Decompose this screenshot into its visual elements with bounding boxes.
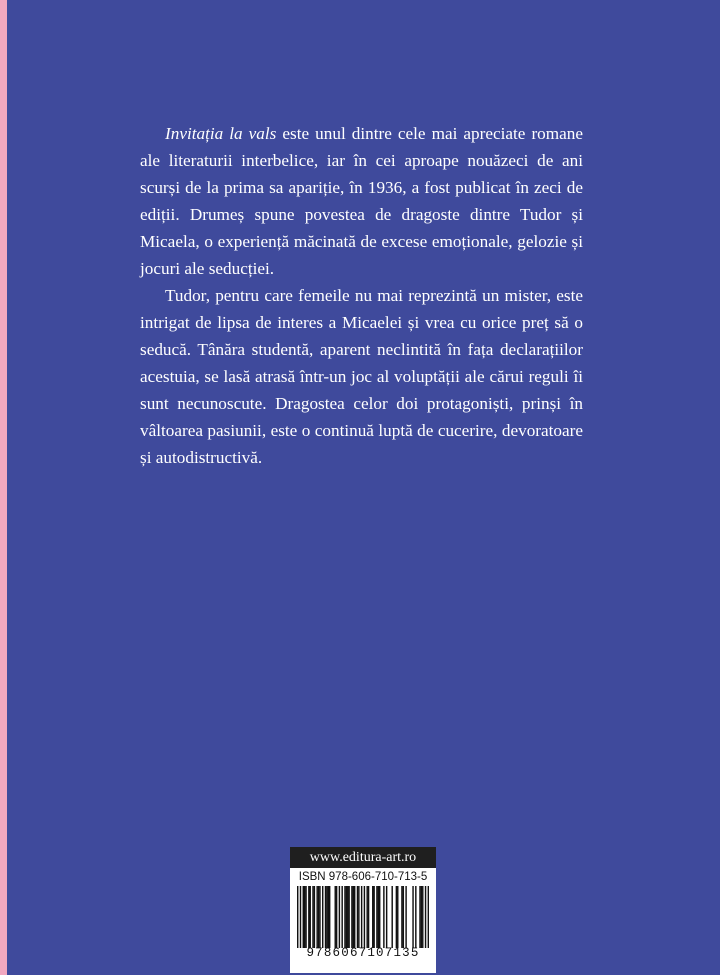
barcode-bar: [347, 886, 348, 948]
blurb-text: [140, 120, 583, 471]
barcode-bar: [386, 886, 387, 948]
barcode-bar: [405, 886, 406, 948]
barcode-bar: [428, 886, 429, 948]
barcode-bar: [412, 886, 413, 948]
book-title: Invitația la vals: [165, 124, 277, 143]
barcode-bar: [341, 886, 342, 948]
barcode-bar: [314, 886, 315, 948]
blurb-paragraph-2: Tudor, pentru care femeile nu mai reprezintă un mister, este intrigat de lipsa de interes a Micaelei și vrea cu orice preț să o seducă. Tânăra studentă, aparent neclintită în fața declarațiilor acestuia, se lasă atrasă într-un joc al voluptății ale cărui reguli îi sunt necunoscute. Dragostea celor doi protagoniști, prinși în vâltoarea pasiunii, este o continuă luptă de cucerire, devoratoare și autodistructivă.: [140, 286, 583, 467]
barcode-bar: [361, 886, 362, 948]
barcode-bar: [421, 886, 422, 948]
barcode-bar: [325, 886, 326, 948]
publisher-website: www.editura-art.ro: [290, 847, 436, 868]
barcode-bar: [397, 886, 398, 948]
barcode-bar: [305, 886, 306, 948]
barcode-bar: [329, 886, 330, 948]
barcode-bar: [425, 886, 426, 948]
barcode-bar: [379, 886, 380, 948]
barcode-bar: [348, 886, 349, 948]
barcode-bar: [335, 886, 336, 948]
barcode-bar: [373, 886, 374, 948]
barcode-bar: [415, 886, 416, 948]
blurb-paragraph-1: [140, 120, 583, 282]
barcode-bar: [354, 886, 355, 948]
isbn-label: ISBN 978-606-710-713-5: [298, 871, 428, 883]
barcode-bar: [376, 886, 377, 948]
barcode-bar: [339, 886, 340, 948]
barcode-bar: [368, 886, 369, 948]
barcode-icon: [297, 886, 429, 948]
barcode-bar: [353, 886, 354, 948]
barcode-bar: [383, 886, 384, 948]
blurb-paragraph-1-text: este unul dintre cele mai apreciate romane ale literaturii interbelice, iar în cei aproape nouăzeci de ani scurși de la prima sa apariție, în 1936, a fost publicat în zeci de ediții. Drumeș spune povestea de dragoste dintre Tudor și Micaela, o experiență măcinată de excese emoționale, gelozie și jocuri ale seducției.: [140, 124, 583, 278]
barcode-digits: 9786067107135: [306, 946, 420, 960]
barcode-bar: [319, 886, 320, 948]
barcode-bar: [366, 886, 367, 948]
barcode-bar: [328, 886, 329, 948]
barcode-bar: [401, 886, 402, 948]
barcode-bar: [357, 886, 358, 948]
barcode-bar: [391, 886, 392, 948]
barcode-bar: [322, 886, 323, 948]
barcode-bar: [304, 886, 305, 948]
barcode-bar: [358, 886, 359, 948]
barcode-bar: [396, 886, 397, 948]
barcode-bar: [312, 886, 313, 948]
barcode-bar: [372, 886, 373, 948]
barcode-bar: [300, 886, 301, 948]
barcode-bar: [310, 886, 311, 948]
barcode-bar: [318, 886, 319, 948]
barcode-bar: [403, 886, 404, 948]
barcode-bar: [297, 886, 298, 948]
barcode-bar: [316, 886, 317, 948]
barcode-bar: [351, 886, 352, 948]
barcode-bar: [346, 886, 347, 948]
barcode-bar: [344, 886, 345, 948]
barcode-bar: [303, 886, 304, 948]
barcode-bar: [378, 886, 379, 948]
barcode-bar: [419, 886, 420, 948]
barcode-bar: [336, 886, 337, 948]
barcode-bar: [308, 886, 309, 948]
barcode-bar: [422, 886, 423, 948]
barcode-bar: [326, 886, 327, 948]
barcode-block: [290, 847, 436, 973]
barcode-bar: [364, 886, 365, 948]
